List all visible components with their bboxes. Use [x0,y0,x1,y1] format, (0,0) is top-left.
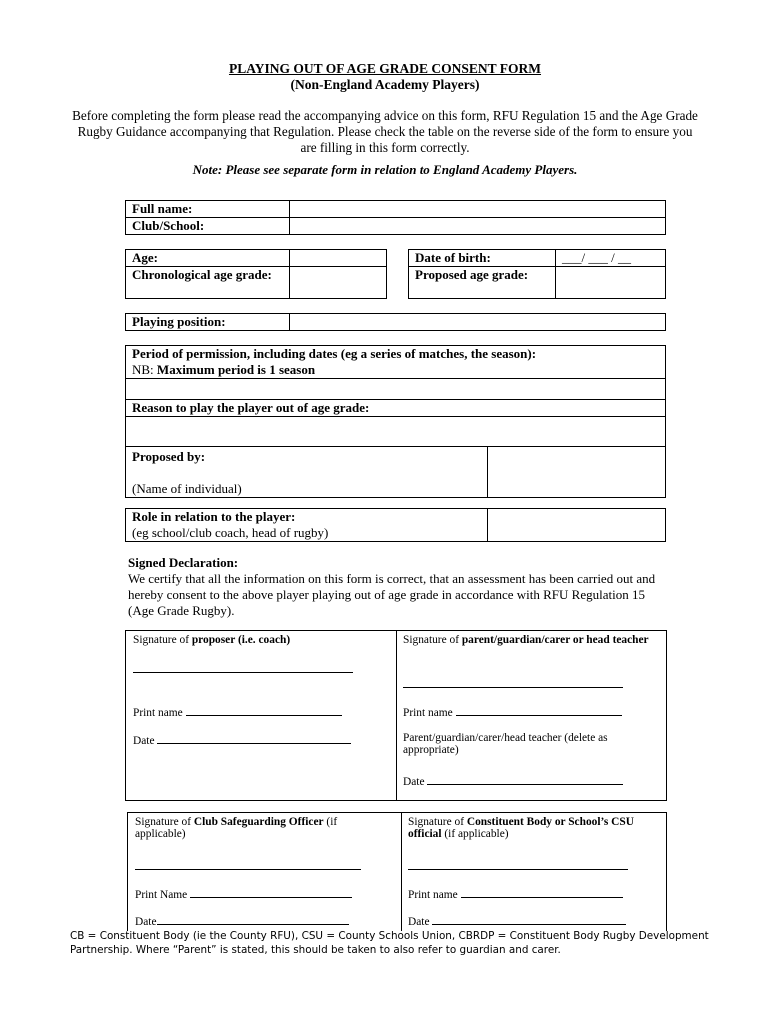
proposer-print-label: Print name [133,707,186,719]
csu-print-name[interactable] [408,886,623,901]
intro-paragraph: Before completing the form please read the accompanying advice on this form, RFU Regulation 15 and the Age Grade Rugby Guidance accompanying that Regulation. Please check the table on the reverse side of the form to ensure you are filling in this form correctly. [72,108,698,155]
proposer-sig-bold: proposer (i.e. coach) [191,634,291,646]
chron-age-grade-field[interactable] [290,267,387,299]
period-label [126,346,666,379]
permission-table [125,345,666,498]
reason-field[interactable] [126,417,666,447]
parent-signature-field[interactable] [403,676,623,691]
chron-age-grade-label: Chronological age grade: [126,267,290,299]
csu-sig-suffix: (if applicable) [441,828,509,840]
csu-sig-prefix: Signature of [408,816,467,828]
parent-print-name[interactable] [403,704,622,719]
club-school-label: Club/School: [126,218,290,235]
parent-print-label: Print name [403,707,456,719]
period-nb-prefix: NB: [132,362,157,377]
safeguarding-date[interactable] [135,913,349,928]
safeguarding-sig-bold: Club Safeguarding Officer [193,816,324,828]
parent-sig-prefix: Signature of [403,634,462,646]
position-table [125,313,666,331]
age-table [125,249,387,299]
proposer-date[interactable] [133,732,351,747]
form-subtitle: (Non-England Academy Players) [290,77,480,92]
declaration-text: We certify that all the information on this form is correct, that an assessment has been carried out and hereby consent to the above player playing out of age grade in accordance with RFU Regulation 15 (Age Grade Rugby). [128,571,656,618]
playing-position-field[interactable] [290,314,666,331]
signature-box-2-divider [401,813,402,931]
signature-box-1-divider [396,631,397,800]
full-name-label: Full name: [126,201,290,218]
role-field[interactable] [488,509,666,542]
csu-print-label: Print name [408,889,461,901]
proposed-by-sub: (Name of individual) [132,481,242,496]
proposed-age-grade-field[interactable] [556,267,666,299]
csu-date-label: Date [408,916,433,928]
note-text: Note: Please see separate form in relation to England Academy Players. [192,162,578,177]
dob-table [408,249,666,299]
parent-signature-label [403,634,653,646]
identity-table [125,200,666,235]
form-title: PLAYING OUT OF AGE GRADE CONSENT FORM [228,61,542,76]
footer-note: CB = Constituent Body (ie the County RFU), CSU = County Schools Union, CBRDP = Constituent Body Rugby Development Partnership. Where “Parent” is stated, this should be taken to also refer to guardian and carer. [70,930,709,956]
proposed-age-grade-label: Proposed age grade: [409,267,556,299]
safeguarding-date-label: Date [135,916,157,928]
csu-date[interactable] [408,913,626,928]
proposer-date-label: Date [133,735,158,747]
period-field[interactable] [126,379,666,400]
role-title: Role in relation to the player: [132,509,296,524]
safeguarding-signature-field[interactable] [135,858,361,873]
dob-label: Date of birth: [409,250,556,267]
safeguarding-print-name[interactable] [135,886,352,901]
period-nb: Maximum period is 1 season [156,362,316,377]
role-table [125,508,666,542]
reason-label: Reason to play the player out of age grade: [126,400,666,417]
safeguarding-sig-prefix: Signature of [135,816,194,828]
period-title: Period of permission, including dates (eg a series of matches, the season): [132,346,537,361]
signature-box-2 [127,812,667,931]
signature-box-1 [125,630,667,801]
proposer-signature-field[interactable] [133,661,353,676]
safeguarding-sig-suffix: (if applicable) [135,816,338,840]
declaration-title: Signed Declaration: [128,555,239,570]
proposer-print-name[interactable] [133,704,342,719]
csu-signature-label [408,816,658,840]
role-sub: (eg school/club coach, head of rugby) [132,525,329,540]
declaration [128,555,668,619]
parent-date[interactable] [403,773,623,788]
dob-field[interactable]: ___/ ___ / __ [556,250,666,267]
role-label [126,509,488,542]
csu-sig-bold: Constituent Body or School’s CSU official [408,816,634,840]
club-school-field[interactable] [290,218,666,235]
full-name-field[interactable] [290,201,666,218]
age-label: Age: [126,250,290,267]
playing-position-label: Playing position: [126,314,290,331]
safeguarding-signature-label [135,816,390,840]
parent-date-label: Date [403,776,428,788]
proposer-signature-label [133,634,290,646]
age-field[interactable] [290,250,387,267]
proposer-sig-prefix: Signature of [133,634,192,646]
proposed-by-field[interactable] [488,447,666,498]
proposed-by-label [126,447,488,498]
proposed-by-title: Proposed by: [132,449,206,464]
parent-sig-bold: parent/guardian/carer or head teacher [461,634,649,646]
parent-delete-note: Parent/guardian/carer/head teacher (delete as appropriate) [403,732,608,756]
safeguarding-print-label: Print Name [135,889,191,901]
csu-signature-field[interactable] [408,858,628,873]
